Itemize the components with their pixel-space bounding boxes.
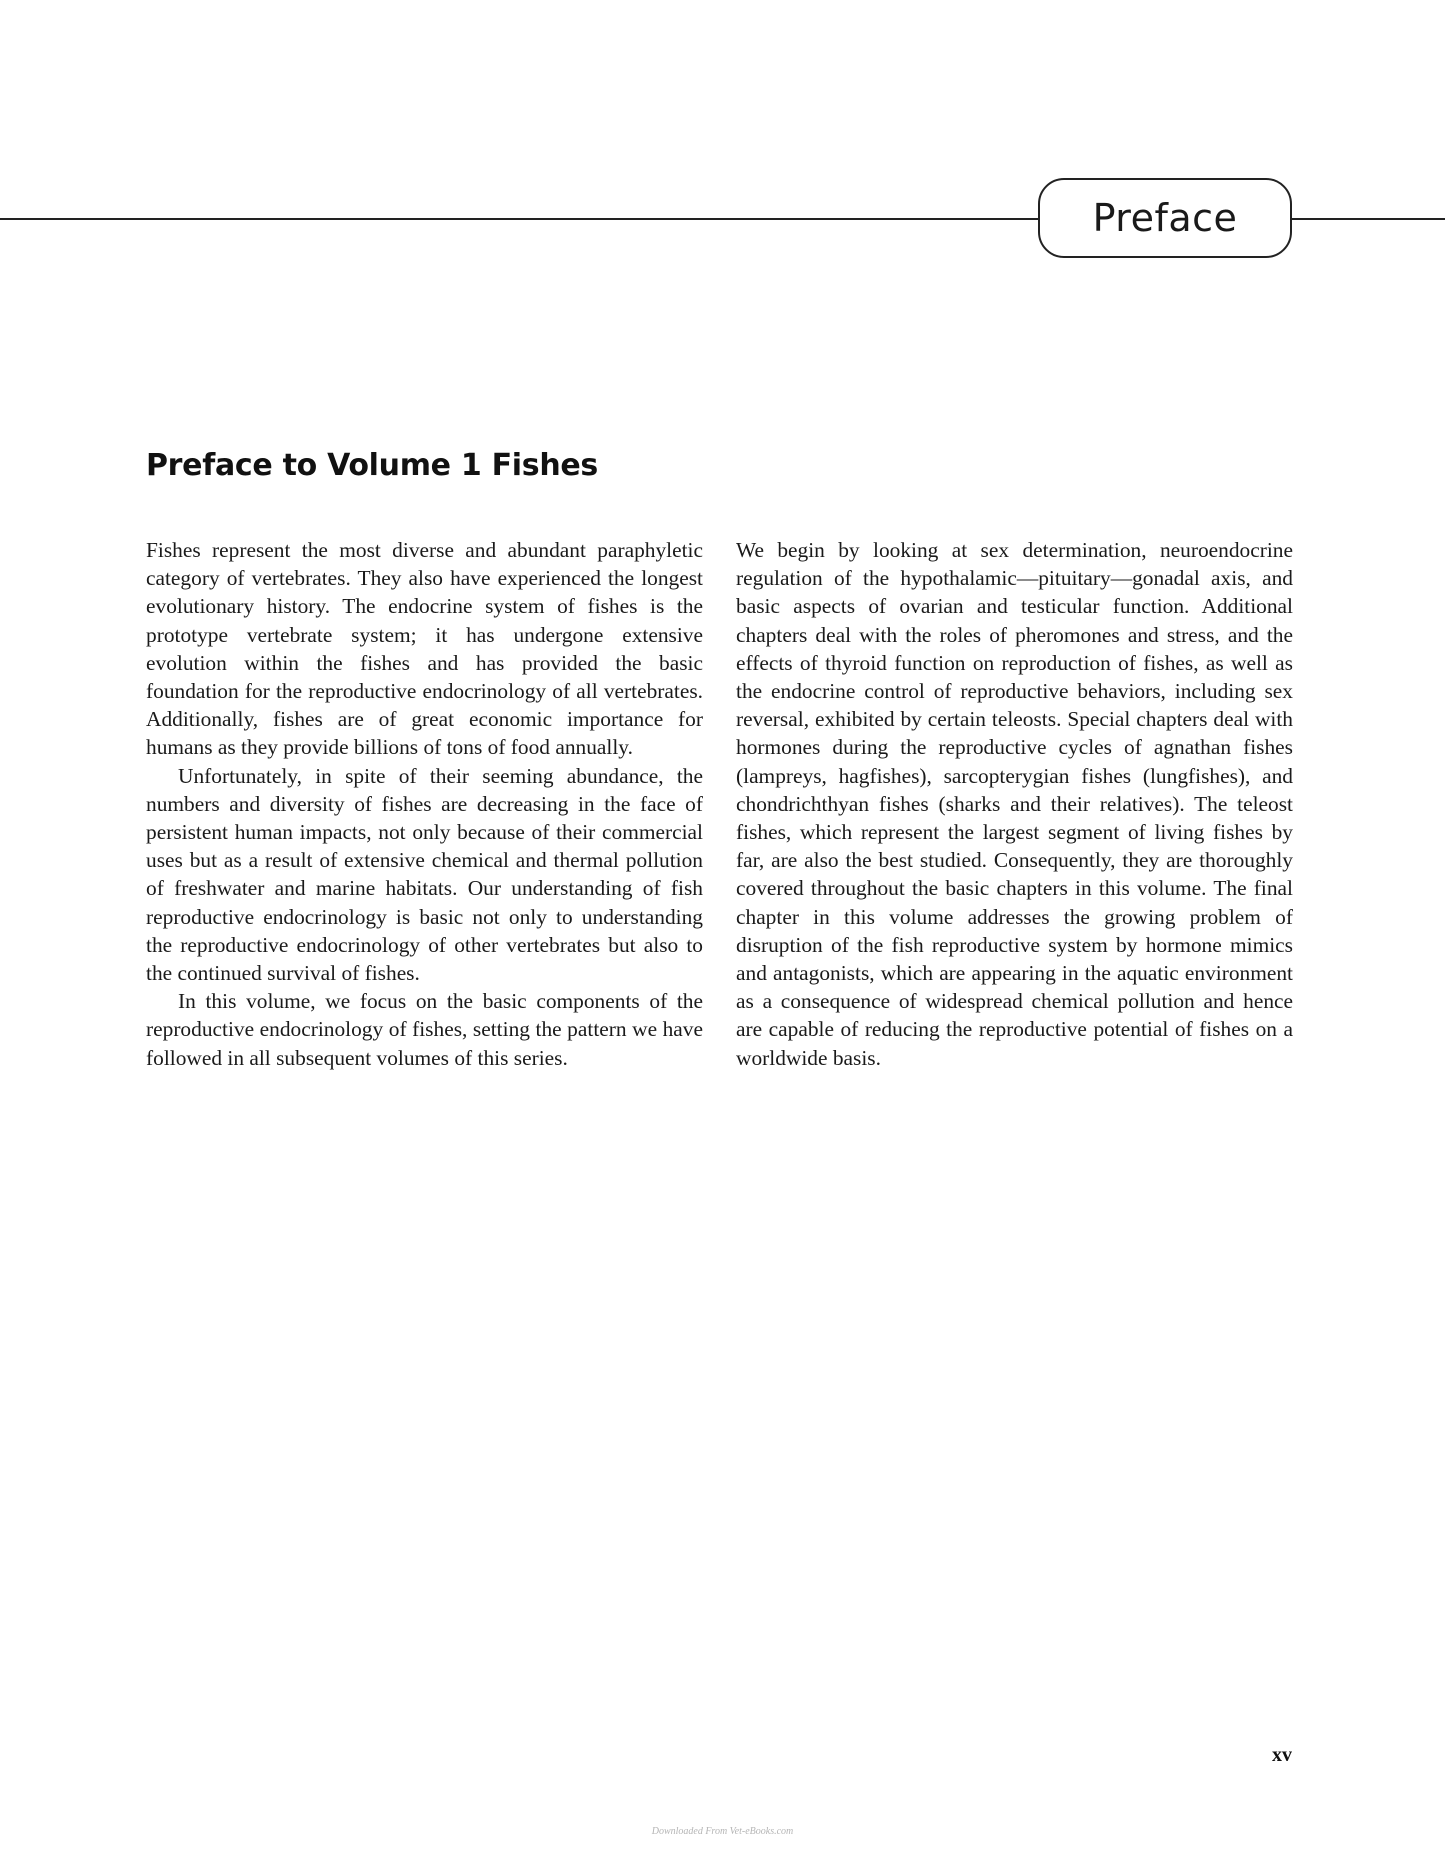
header-rule-left <box>0 218 1040 220</box>
paragraph: In this volume, we focus on the basic components of the reproductive endocrinology of fishes, setting the pattern we have followed in all subsequent volumes of this series. <box>146 989 703 1070</box>
chapter-tab <box>1038 178 1292 258</box>
paragraph: Fishes represent the most diverse and abundant paraphyletic category of vertebrates. They also have experienced the longest evolutionary history. The endocrine system of fishes is the prototype vertebrate system; it has undergone extensive evolution within the fishes and has provided the basic foundation for the reproductive endocrinology of all vertebrates. Additionally, fishes are of great economic importance for humans as they provide billions of tons of food annually. <box>146 538 703 760</box>
section-title: Preface to Volume 1 Fishes <box>146 448 598 483</box>
page-number: xv <box>1272 1744 1292 1766</box>
right-column <box>736 536 1293 1072</box>
paragraph: We begin by looking at sex determination, neuroendocrine regulation of the hypothalamic—pituitary—gonadal axis, and basic aspects of ovarian and testicular function. Additional chapters deal with the roles of pheromones and stress, and the effects of thyroid function on reproduction of fishes, as well as the endocrine control of reproductive behaviors, including sex reversal, exhibited by certain teleosts. Special chapters deal with hormones during the reproductive cycles of agnathan fishes (lampreys, hagfishes), sarcopterygian fishes (lungfishes), and chondrichthyan fishes (sharks and their relatives). The teleost fishes, which represent the largest segment of living fishes by far, are also the best studied. Consequently, they are thoroughly covered throughout the basic chapters in this volume. The final chapter in this volume addresses the growing problem of disruption of the fish reproductive system by hormone mimics and antagonists, which are appearing in the aquatic environment as a consequence of widespread chemical pollution and hence are capable of reducing the reproductive potential of fishes on a worldwide basis. <box>736 538 1293 1070</box>
chapter-label: Preface <box>1092 196 1238 240</box>
left-column <box>146 536 703 1072</box>
paragraph: Unfortunately, in spite of their seeming abundance, the numbers and diversity of fishes are decreasing in the face of persistent human impacts, not only because of their commercial uses but as a result of extensive chemical and thermal pollution of freshwater and marine habitats. Our understanding of fish reproductive endocrinology is basic not only to understanding the reproductive endocrinology of other vertebrates but also to the continued survival of fishes. <box>146 763 703 986</box>
watermark: Downloaded From Vet-eBooks.com <box>651 1826 794 1837</box>
header-rule-right <box>1292 218 1445 220</box>
